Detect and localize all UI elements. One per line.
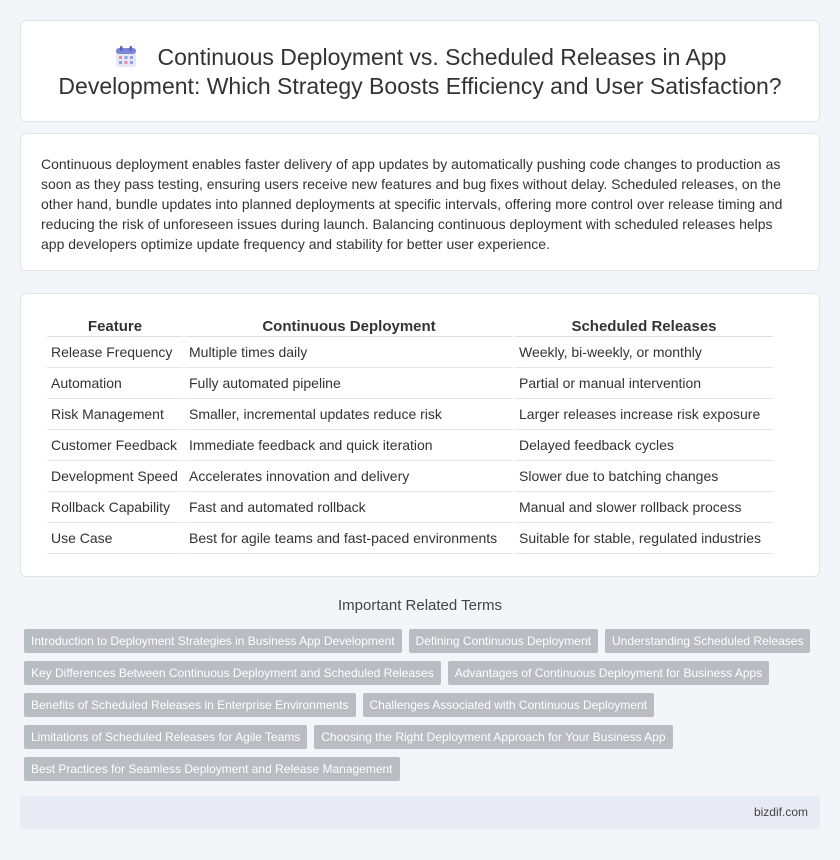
comparison-table xyxy=(45,316,775,554)
page-title-text: Continuous Deployment vs. Scheduled Releases in App Development: Which Strategy Boosts Efficiency and User Satisfaction? xyxy=(58,44,782,99)
header-scheduled-releases: Scheduled Releases xyxy=(515,316,773,337)
page-title xyxy=(45,43,795,101)
feature-cell: Risk Management xyxy=(47,399,183,430)
related-term-tag[interactable]: Benefits of Scheduled Releases in Enterprise Environments xyxy=(24,693,356,717)
related-term-tag[interactable]: Choosing the Right Deployment Approach for Your Business App xyxy=(314,725,672,749)
feature-cell: Customer Feedback xyxy=(47,430,183,461)
related-terms-heading: Important Related Terms xyxy=(338,597,502,614)
footer-site-name: bizdif.com xyxy=(753,805,808,819)
related-term-tag[interactable]: Advantages of Continuous Deployment for Business Apps xyxy=(448,661,770,685)
scheduled-cell: Slower due to batching changes xyxy=(515,461,773,492)
feature-cell: Use Case xyxy=(47,523,183,554)
header-feature: Feature xyxy=(47,316,183,337)
related-term-tag[interactable]: Limitations of Scheduled Releases for Agile Teams xyxy=(24,725,307,749)
related-terms-list xyxy=(24,629,820,781)
related-term-tag[interactable]: Introduction to Deployment Strategies in Business App Development xyxy=(24,629,402,653)
calendar-icon xyxy=(114,45,138,69)
table-row xyxy=(47,368,773,399)
feature-cell: Automation xyxy=(47,368,183,399)
table-row xyxy=(47,399,773,430)
continuous-cell: Multiple times daily xyxy=(185,337,513,368)
feature-cell: Rollback Capability xyxy=(47,492,183,523)
table-row xyxy=(47,337,773,368)
table-row xyxy=(47,461,773,492)
table-header-row xyxy=(47,316,773,337)
comparison-card xyxy=(20,293,820,577)
feature-cell: Release Frequency xyxy=(47,337,183,368)
related-term-tag[interactable]: Challenges Associated with Continuous Deployment xyxy=(363,693,655,717)
continuous-cell: Fast and automated rollback xyxy=(185,492,513,523)
table-row xyxy=(47,430,773,461)
continuous-cell: Best for agile teams and fast-paced environments xyxy=(185,523,513,554)
feature-cell: Development Speed xyxy=(47,461,183,492)
intro-paragraph: Continuous deployment enables faster delivery of app updates by automatically pushing code changes to production as soon as they pass testing, ensuring users receive new features and bug fixes without delay. Scheduled releases, on the other hand, bundle updates into planned deployments at specific intervals, offering more control over release timing and reducing the risk of unforeseen issues during launch. Balancing continuous deployment with scheduled releases helps app developers optimize update frequency and stability for better user experience. xyxy=(41,156,783,252)
continuous-cell: Fully automated pipeline xyxy=(185,368,513,399)
footer xyxy=(20,796,820,829)
scheduled-cell: Manual and slower rollback process xyxy=(515,492,773,523)
title-card xyxy=(20,20,820,122)
table-row xyxy=(47,492,773,523)
continuous-cell: Accelerates innovation and delivery xyxy=(185,461,513,492)
scheduled-cell: Delayed feedback cycles xyxy=(515,430,773,461)
scheduled-cell: Weekly, bi-weekly, or monthly xyxy=(515,337,773,368)
table-row xyxy=(47,523,773,554)
scheduled-cell: Partial or manual intervention xyxy=(515,368,773,399)
related-term-tag[interactable]: Understanding Scheduled Releases xyxy=(605,629,810,653)
continuous-cell: Immediate feedback and quick iteration xyxy=(185,430,513,461)
header-continuous-deployment: Continuous Deployment xyxy=(185,316,513,337)
related-term-tag[interactable]: Best Practices for Seamless Deployment and Release Management xyxy=(24,757,400,781)
scheduled-cell: Larger releases increase risk exposure xyxy=(515,399,773,430)
scheduled-cell: Suitable for stable, regulated industries xyxy=(515,523,773,554)
related-term-tag[interactable]: Key Differences Between Continuous Deployment and Scheduled Releases xyxy=(24,661,441,685)
related-term-tag[interactable]: Defining Continuous Deployment xyxy=(409,629,598,653)
intro-card xyxy=(20,133,820,271)
continuous-cell: Smaller, incremental updates reduce risk xyxy=(185,399,513,430)
